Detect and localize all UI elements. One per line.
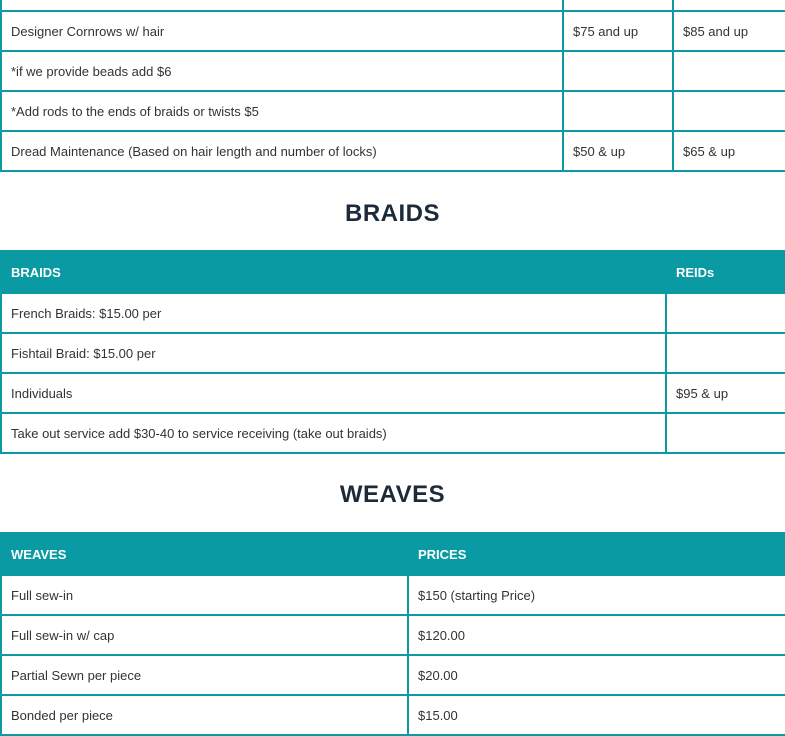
service-cell: French Braids: $15.00 per bbox=[1, 293, 666, 333]
service-cell bbox=[1, 0, 563, 11]
cornrows-price-table bbox=[0, 0, 785, 172]
table-row bbox=[1, 575, 785, 615]
column-header-price: REIDs bbox=[666, 251, 785, 293]
service-cell: Partial Sewn per piece bbox=[1, 655, 408, 695]
service-cell: Designer Cornrows w/ hair bbox=[1, 11, 563, 51]
price-cell bbox=[673, 91, 785, 131]
price-cell: $15.00 bbox=[408, 695, 785, 735]
service-cell: *if we provide beads add $6 bbox=[1, 51, 563, 91]
price-cell: $95 & up bbox=[666, 373, 785, 413]
table-header-row bbox=[1, 533, 785, 575]
table-row bbox=[1, 131, 785, 171]
price-cell bbox=[666, 333, 785, 373]
price-cell bbox=[673, 51, 785, 91]
weaves-price-table bbox=[0, 532, 785, 736]
service-cell: Individuals bbox=[1, 373, 666, 413]
price-cell: $65 & up bbox=[673, 131, 785, 171]
price-cell bbox=[666, 413, 785, 453]
price-cell bbox=[563, 0, 673, 11]
table-row bbox=[1, 0, 785, 11]
table-row bbox=[1, 293, 785, 333]
service-cell: Dread Maintenance (Based on hair length and number of locks) bbox=[1, 131, 563, 171]
table-row bbox=[1, 11, 785, 51]
braids-section-title: BRAIDS bbox=[344, 200, 440, 227]
service-cell: Fishtail Braid: $15.00 per bbox=[1, 333, 666, 373]
service-cell: Full sew-in w/ cap bbox=[1, 615, 408, 655]
service-cell: Full sew-in bbox=[1, 575, 408, 615]
price-cell: $50 & up bbox=[563, 131, 673, 171]
service-cell: *Add rods to the ends of braids or twists $5 bbox=[1, 91, 563, 131]
weaves-section-title: WEAVES bbox=[339, 481, 446, 508]
price-cell bbox=[563, 91, 673, 131]
service-cell: Take out service add $30-40 to service receiving (take out braids) bbox=[1, 413, 666, 453]
service-cell: Bonded per piece bbox=[1, 695, 408, 735]
price-cell: $150 (starting Price) bbox=[408, 575, 785, 615]
price-cell bbox=[666, 293, 785, 333]
column-header-service: WEAVES bbox=[1, 533, 408, 575]
braids-price-table bbox=[0, 250, 785, 454]
table-row bbox=[1, 91, 785, 131]
table-row bbox=[1, 695, 785, 735]
column-header-price: PRICES bbox=[408, 533, 785, 575]
column-header-service: BRAIDS bbox=[1, 251, 666, 293]
price-cell: $75 and up bbox=[563, 11, 673, 51]
table-row bbox=[1, 373, 785, 413]
price-cell: $85 and up bbox=[673, 11, 785, 51]
price-cell bbox=[563, 51, 673, 91]
table-row bbox=[1, 413, 785, 453]
table-row bbox=[1, 615, 785, 655]
table-header-row bbox=[1, 251, 785, 293]
price-cell bbox=[673, 0, 785, 11]
price-cell: $20.00 bbox=[408, 655, 785, 695]
price-cell: $120.00 bbox=[408, 615, 785, 655]
table-row bbox=[1, 51, 785, 91]
table-row bbox=[1, 333, 785, 373]
table-row bbox=[1, 655, 785, 695]
